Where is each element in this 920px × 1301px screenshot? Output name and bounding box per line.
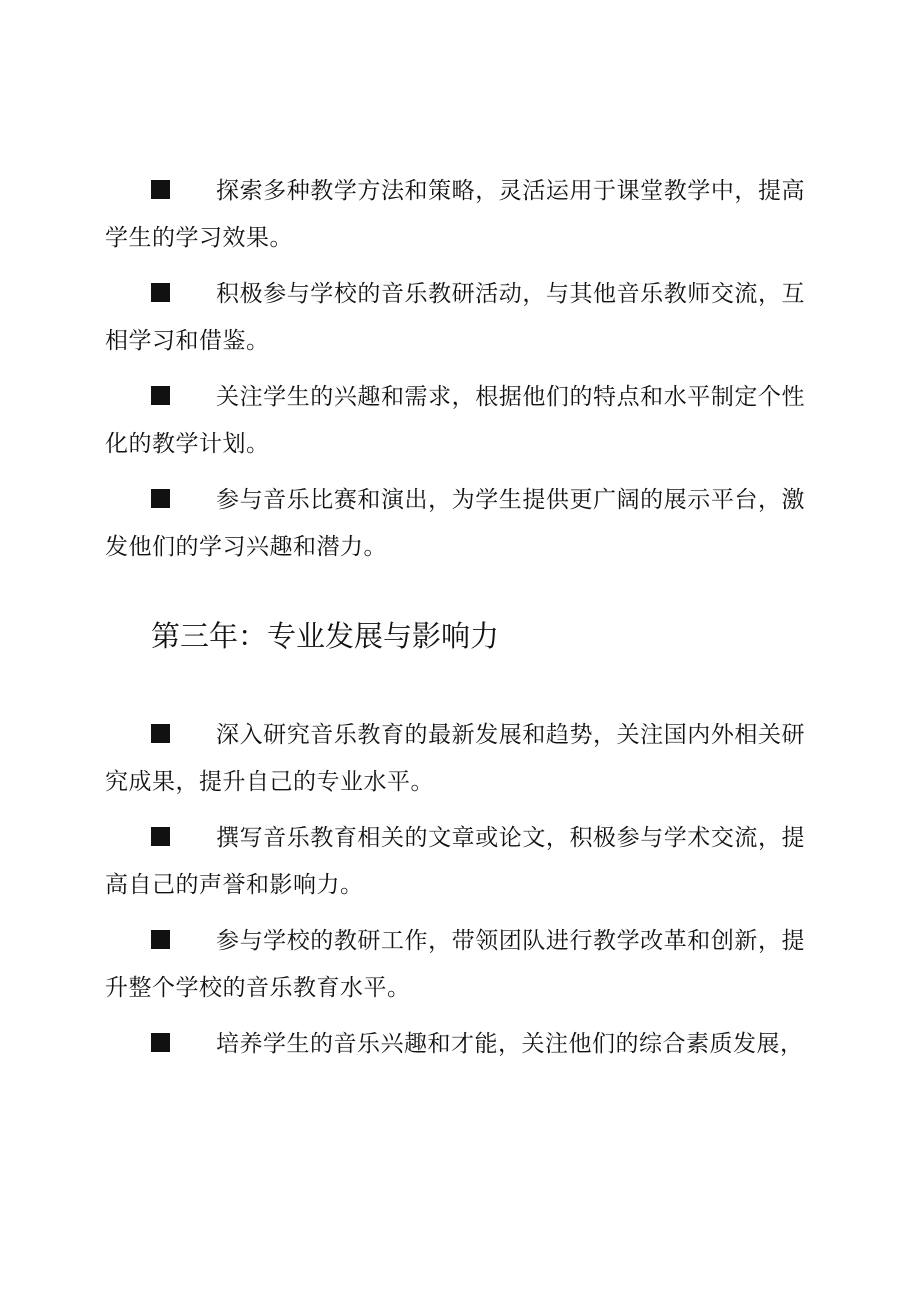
- section-two-list: [105, 168, 805, 580]
- black-square-bullet-icon: [151, 180, 170, 199]
- section-three-heading: 第三年：专业发展与影响力: [151, 619, 500, 653]
- list-item-text: 关注学生的兴趣和需求，根据他们的特点和水平制定个性化的教学计划。: [105, 384, 805, 457]
- list-item-text: 培养学生的音乐兴趣和才能，关注他们的综合素质发展，: [216, 1031, 804, 1057]
- list-item-text: 积极参与学校的音乐教研活动，与其他音乐教师交流，互相学习和借鉴。: [105, 281, 805, 354]
- list-item: [105, 168, 805, 262]
- list-item: [105, 1021, 805, 1068]
- black-square-bullet-icon: [151, 1033, 170, 1052]
- list-item: [105, 815, 805, 909]
- black-square-bullet-icon: [151, 489, 170, 508]
- list-item-text: 探索多种教学方法和策略，灵活运用于课堂教学中，提高学生的学习效果。: [105, 178, 805, 251]
- list-item: [105, 374, 805, 468]
- list-item: [105, 271, 805, 365]
- list-item: [105, 477, 805, 571]
- black-square-bullet-icon: [151, 930, 170, 949]
- list-item-text: 参与学校的教研工作，带领团队进行教学改革和创新，提升整个学校的音乐教育水平。: [105, 928, 805, 1001]
- list-item-text: 参与音乐比赛和演出，为学生提供更广阔的展示平台，激发他们的学习兴趣和潜力。: [105, 487, 805, 560]
- black-square-bullet-icon: [151, 283, 170, 302]
- list-item-text: 撰写音乐教育相关的文章或论文，积极参与学术交流，提高自己的声誉和影响力。: [105, 825, 805, 898]
- black-square-bullet-icon: [151, 724, 170, 743]
- black-square-bullet-icon: [151, 386, 170, 405]
- section-three-list: [105, 712, 805, 1077]
- list-item-text: 深入研究音乐教育的最新发展和趋势，关注国内外相关研究成果，提升自己的专业水平。: [105, 722, 805, 795]
- black-square-bullet-icon: [151, 827, 170, 846]
- list-item: [105, 918, 805, 1012]
- list-item: [105, 712, 805, 806]
